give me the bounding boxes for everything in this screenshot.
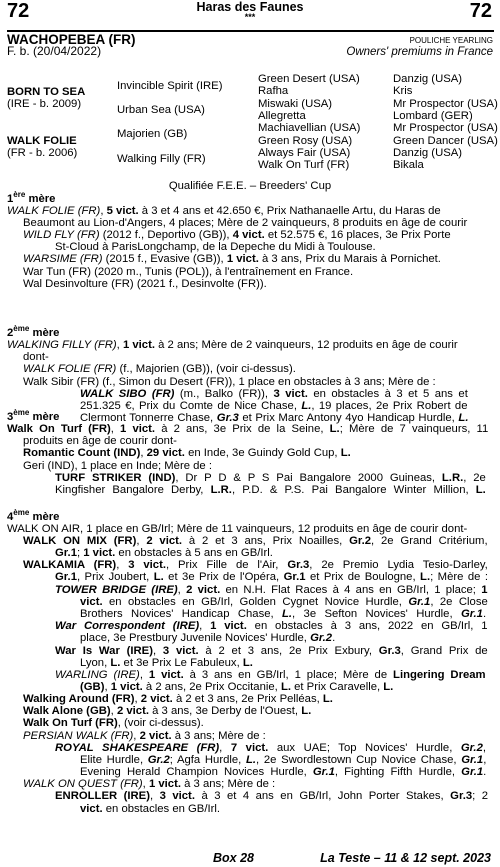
record-line: dont- <box>23 351 49 363</box>
record-line: Kingfisher Bangalore Derby, L.R., P.D. & P.S. Pai Bangalore Winter Million, L. <box>55 484 486 496</box>
record-line: Geri (IND), 1 place en Inde; Mère de : <box>23 460 212 472</box>
pedigree-gen3-name: Green Desert (USA) <box>258 73 360 85</box>
record-line: vict. en obstacles en GB/Irl. <box>80 803 221 815</box>
dam-generation-heading: 1ère mère <box>7 190 56 205</box>
record-line: Walk Sibir (FR) (f., Simon du Desert (FR)), 1 place en obstacles à 3 ans; Mère de : <box>23 376 436 388</box>
owners-premiums: Owners' premiums in France <box>346 46 493 58</box>
record-line: War Tun (FR) (2020 m., Tunis (POL)), à l'entraînement en France. <box>23 266 354 278</box>
record-line: Walking Around (FR), 2 vict. à 2 et 3 ans, 2e Prix Pelléas, L. <box>23 693 333 705</box>
pedigree-gen2-name: Invincible Spirit (IRE) <box>117 80 223 92</box>
record-line: WALK FOLIE (FR), 5 vict. à 3 et 4 ans et 42.650 €, Prix Nathanaelle Artu, du Haras de <box>7 205 441 217</box>
pedigree-gen4-name: Mr Prospector (USA) <box>393 122 498 135</box>
horse-name: WACHOPEBEA (FR) <box>7 32 136 47</box>
record-line: War Correspondent (IRE), 1 vict. en obstacles à 3 ans, 2022 en GB/Irl, 1 <box>55 620 488 632</box>
pedigree-gen4-name: Danzig (USA) <box>393 73 463 85</box>
record-line: WARLING (IRE), 1 vict. à 3 ans en GB/Irl, 1 place; Mère de Lingering Dream <box>55 669 486 681</box>
pedigree-gen3-name: Allegretta <box>258 109 306 122</box>
record-line: ROYAL SHAKESPEARE (FR), 7 vict. aux UAE; Top Novices' Hurdle, Gr.2, <box>55 742 486 754</box>
record-line: WALKING FILLY (FR), 1 vict. à 2 ans; Mère de 2 vainqueurs, 12 produits en âge de courir <box>7 339 458 351</box>
record-line: WALKAMIA (FR), 3 vict., Prix Fille de l'Air, Gr.3, 2e Premio Lydia Tesio-Darley, <box>23 559 488 571</box>
dam-generation-heading: 2ème mère <box>7 324 60 339</box>
pedigree-gen4-name: Lombard (GER) <box>393 109 473 122</box>
dam-name: WALK FOLIE <box>7 135 77 147</box>
record-line: WALK ON MIX (FR), 2 vict. à 2 et 3 ans, Prix Noailles, Gr.2, 2e Grand Critérium, <box>23 535 488 547</box>
record-line: WALK ON AIR, 1 place en GB/Irl; Mère de 11 vainqueurs, 12 produits en âge de courir dont- <box>7 523 468 535</box>
record-line: Beaumont au Lion-d'Angers, 4 places; Mère de 2 vainqueurs, 8 produits en âge de courir <box>23 217 468 229</box>
qualification: Qualifiée F.E.E. – Breeders' Cup <box>168 180 332 192</box>
pedigree-gen2-name: Walking Filly (FR) <box>117 153 206 165</box>
record-line: WILD FLY (FR) (2012 f., Deportivo (GB)), 4 vict. et 52.575 €, 16 places, 3e Prix Porte <box>23 229 451 241</box>
record-line: St-Cloud à ParisLongchamp, de la Depeche du Midi à Toulouse. <box>55 241 376 253</box>
record-line: vict. en obstacles en GB/Irl, Golden Cygnet Novice Hurdle, Gr.1, 2e Close <box>80 596 488 608</box>
record-line: Lyon, L. et 3e Prix Le Fabuleux, L. <box>80 657 253 669</box>
record-line: Gr.1; 1 vict. en obstacles à 5 ans en GB/Irl. <box>55 547 273 559</box>
record-line: Walk On Turf (FR), 1 vict. à 2 ans, 3e Prix de la Seine, L.; Mère de 7 vainqueurs, 11 <box>7 423 489 435</box>
pedigree-gen3-name: Rafha <box>258 85 289 98</box>
sale-info: La Teste – 11 & 12 sept. 2023 <box>320 851 491 865</box>
record-line: WALK FOLIE (FR) (f., Majorien (GB)), (voir ci-dessus). <box>23 363 296 375</box>
record-line: Clermont Tonnerre Chase, Gr.3 et Prix Marc Antony 4yo Handicap Hurdle, L. <box>80 412 469 424</box>
vendor-stars: *** <box>244 12 256 22</box>
record-line: Gr.1, Prix Joubert, L. et 3e Prix de l'Opéra, Gr.1 et Prix de Boulogne, L.; Mère de : <box>55 571 488 583</box>
pedigree-gen2-name: Urban Sea (USA) <box>117 104 205 116</box>
record-line: produits en âge de courir dont- <box>23 435 177 447</box>
pedigree-gen3-name: Green Rosy (USA) <box>258 134 353 147</box>
record-line: (GB), 1 vict. à 2 ans, 2e Prix Occitanie, L. et Prix Caravelle, L. <box>80 681 394 693</box>
record-line: 251.325 €, Prix du Comte de Nice Chase, L., 19 places, 2e Prix Robert de <box>80 400 468 412</box>
pedigree-gen3-name: Walk On Turf (FR) <box>258 159 350 172</box>
lot-number-left: 72 <box>7 0 30 22</box>
record-line: Wal Desinvolture (FR) (2021 f., Desinvolte (FR)). <box>23 278 267 290</box>
pedigree-gen4-name: Danzig (USA) <box>393 146 463 159</box>
record-line: Walk On Turf (FR), (voir ci-dessus). <box>23 717 204 729</box>
pedigree-gen4-name: Bikala <box>393 159 424 172</box>
pedigree-gen4-name: Kris <box>393 85 413 98</box>
record-line: Brothers Novices' Handicap Chase, L., 3e Sefton Novices' Hurdle, Gr.1. <box>80 608 487 620</box>
box-number: Box 28 <box>213 851 254 865</box>
record-line: WALK ON QUEST (FR), 1 vict. à 3 ans; Mère de : <box>23 778 276 790</box>
pedigree-gen2-name: Majorien (GB) <box>117 128 188 140</box>
record-line: WALK SIBO (FR) (m., Balko (FR)), 3 vict. en obstacles à 3 et 5 ans et <box>80 388 468 400</box>
pedigree-gen4-name: Green Dancer (USA) <box>393 134 498 147</box>
sire-info: (IRE - b. 2009) <box>7 98 82 110</box>
sire-name: BORN TO SEA <box>7 86 86 98</box>
pedigree-gen3-name: Miswaki (USA) <box>258 97 333 110</box>
record-line: PERSIAN WALK (FR), 2 vict. à 3 ans; Mère de : <box>23 730 266 742</box>
record-line: Walk Alone (GB), 2 vict. à 3 ans, 3e Derby de l'Ouest, L. <box>23 705 312 717</box>
record-line: WARSIME (FR) (2015 f., Evasive (GB)), 1 vict. à 3 ans, Prix du Marais à Pornichet. <box>23 253 441 265</box>
record-line: War Is War (IRE), 3 vict. à 2 et 3 ans, 2e Prix Exbury, Gr.3, Grand Prix de <box>55 645 488 657</box>
pedigree-gen4-name: Mr Prospector (USA) <box>393 97 498 110</box>
record-line: Evening Herald Champion Novices Hurdle, Gr.1, Fighting Fifth Hurdle, Gr.1. <box>80 766 487 778</box>
record-line: Romantic Count (IND), 29 vict. en Inde, 3e Guindy Gold Cup, L. <box>23 447 351 459</box>
pedigree-gen3-name: Always Fair (USA) <box>258 146 351 159</box>
record-line: place, 3e Prestbury Juvenile Novices' Hurdle, Gr.2. <box>80 632 336 644</box>
dam-info: (FR - b. 2006) <box>7 147 78 159</box>
record-line: Elite Hurdle, Gr.2; Agfa Hurdle, L., 2e Swordlestown Cup Novice Chase, Gr.1, <box>80 754 487 766</box>
dam-generation-heading: 4ème mère <box>7 508 60 523</box>
record-line: TURF STRIKER (IND), Dr P D & P S Pai Bangalore 2000 Guineas, L.R., 2e <box>55 472 486 484</box>
dam-generation-heading: 3ème mère <box>7 408 60 423</box>
pedigree-gen3-name: Machiavellian (USA) <box>258 122 361 135</box>
record-line: TOWER BRIDGE (IRE), 2 vict. en N.H. Flat Races à 4 ans en GB/Irl, 1 place; 1 <box>55 584 488 596</box>
horse-description: F. b. (20/04/2022) <box>7 44 102 58</box>
sex-label: POULICHE YEARLING <box>409 36 493 45</box>
vendor-name: Haras des Faunes <box>196 0 304 14</box>
record-line: ENROLLER (IRE), 3 vict. à 3 et 4 ans en GB/Irl, John Porter Stakes, Gr.3; 2 <box>55 790 489 802</box>
lot-number-right: 72 <box>469 0 492 22</box>
